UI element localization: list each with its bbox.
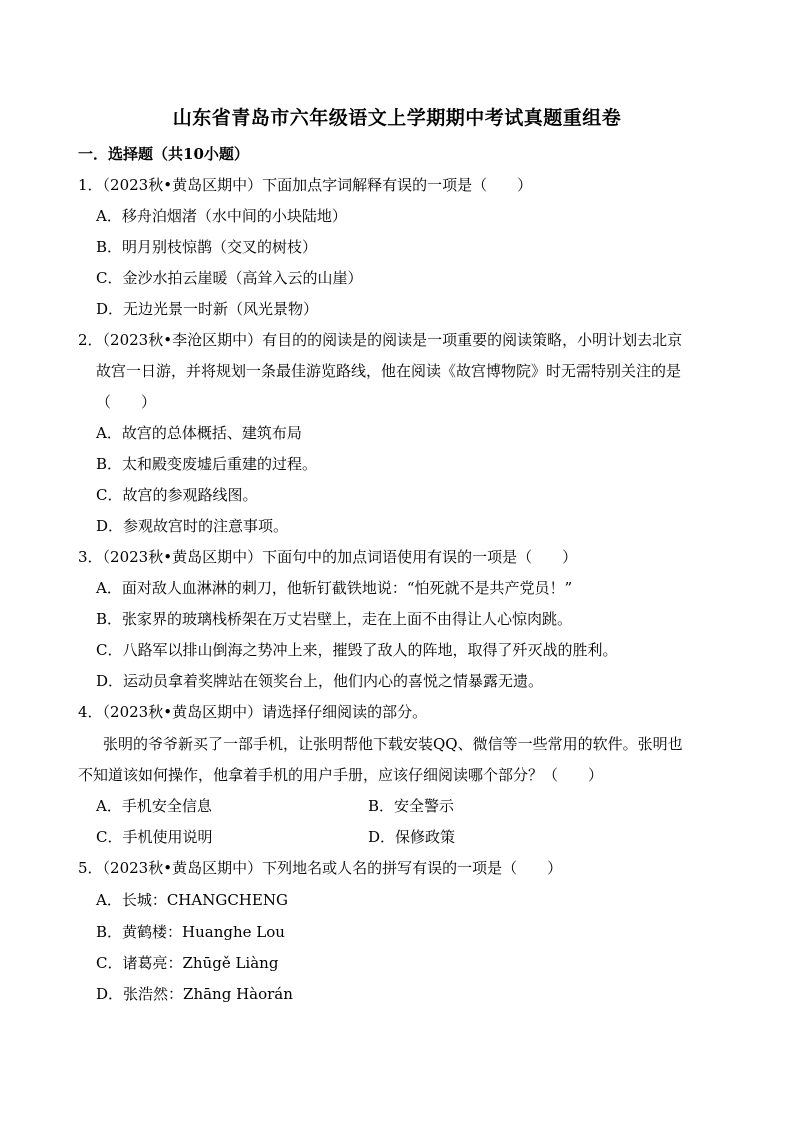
question-5-stem: [78, 857, 562, 879]
question-4-passage-line-1: 张明的爷爷新买了一部手机，让张明帮他下载安装QQ、微信等一些常用的软件。张明也: [103, 735, 683, 753]
question-4-stem: [78, 701, 427, 723]
document-title: 山东省青岛市六年级语文上学期期中考试真题重组卷: [172, 107, 622, 129]
question-text: （2023秋•黄岛区期中）下列地名或人名的拼写有误的一项是（ ）: [102, 859, 563, 877]
question-text: （2023秋•黄岛区期中）下面加点字词解释有误的一项是（ ）: [102, 176, 533, 194]
question-text: （2023秋•李沧区期中）有目的的阅读是的阅读是一项重要的阅读策略，小明计划去北京: [102, 331, 683, 349]
question-3-option-d: D．运动员拿着奖牌站在领奖台上，他们内心的喜悦之情暴露无遗。: [96, 672, 544, 690]
question-text: （2023秋•黄岛区期中）下面句中的加点词语使用有误的一项是（ ）: [102, 548, 578, 566]
question-number: 1．: [78, 176, 103, 194]
question-1-option-a: A．移舟泊烟渚（水中间的小块陆地）: [96, 207, 347, 225]
question-2-option-d: D．参观故宫时的注意事项。: [96, 517, 289, 535]
question-4-passage-line-2: 不知道该如何操作，他拿着手机的用户手册，应该仔细阅读哪个部分？（ ）: [78, 766, 604, 784]
question-3-stem: [78, 546, 577, 568]
question-4-option-a: A．手机安全信息: [96, 797, 212, 815]
question-5-option-a: A．长城：CHANGCHENG: [96, 891, 288, 909]
question-number: 2．: [78, 331, 103, 349]
question-3-option-a: A．面对敌人血淋淋的刺刀，他斩钉截铁地说：“怕死就不是共产党员！”: [96, 579, 573, 597]
question-3-option-c: C．八路军以排山倒海之势冲上来，摧毁了敌人的阵地，取得了歼灭战的胜利。: [96, 641, 618, 659]
question-4-option-b: B．安全警示: [368, 797, 455, 815]
question-1-stem: [78, 174, 532, 196]
question-number: 5．: [78, 859, 103, 877]
question-2-option-b: B．太和殿变废墟后重建的过程。: [96, 455, 318, 473]
question-5-option-c: C．诸葛亮：Zhūgě Liàng: [96, 954, 279, 972]
question-number: 4．: [78, 703, 103, 721]
question-1-option-d: D．无边光景一时新（风光景物）: [96, 300, 319, 318]
question-2-option-c: C．故宫的参观路线图。: [96, 486, 258, 504]
question-1-option-b: B．明月别枝惊鹊（交叉的树枝）: [96, 238, 318, 256]
question-2-stem-line-2: 故宫一日游，并将规划一条最佳游览路线，他在阅读《故宫博物院》时无需特别关注的是: [96, 362, 682, 380]
question-5-option-d: D．张浩然：Zhāng Hàorán: [96, 985, 293, 1003]
question-1-option-c: C．金沙水拍云崖暖（高耸入云的山崖）: [96, 269, 363, 287]
question-text: （2023秋•黄岛区期中）请选择仔细阅读的部分。: [102, 703, 428, 721]
question-number: 3．: [78, 548, 103, 566]
question-5-option-b: B．黄鹤楼：Huanghe Lou: [96, 923, 285, 941]
question-2-stem: [78, 329, 682, 351]
question-4-option-c: C．手机使用说明: [96, 828, 213, 846]
question-4-option-d: D．保修政策: [368, 828, 456, 846]
question-2-stem-line-3: （ ）: [96, 393, 157, 411]
section-heading: 一．选择题（共10小题）: [78, 145, 249, 163]
question-3-option-b: B．张家界的玻璃栈桥架在万丈岩壁上，走在上面不由得让人心惊肉跳。: [96, 610, 573, 628]
question-2-option-a: A．故宫的总体概括、建筑布局: [96, 424, 302, 442]
